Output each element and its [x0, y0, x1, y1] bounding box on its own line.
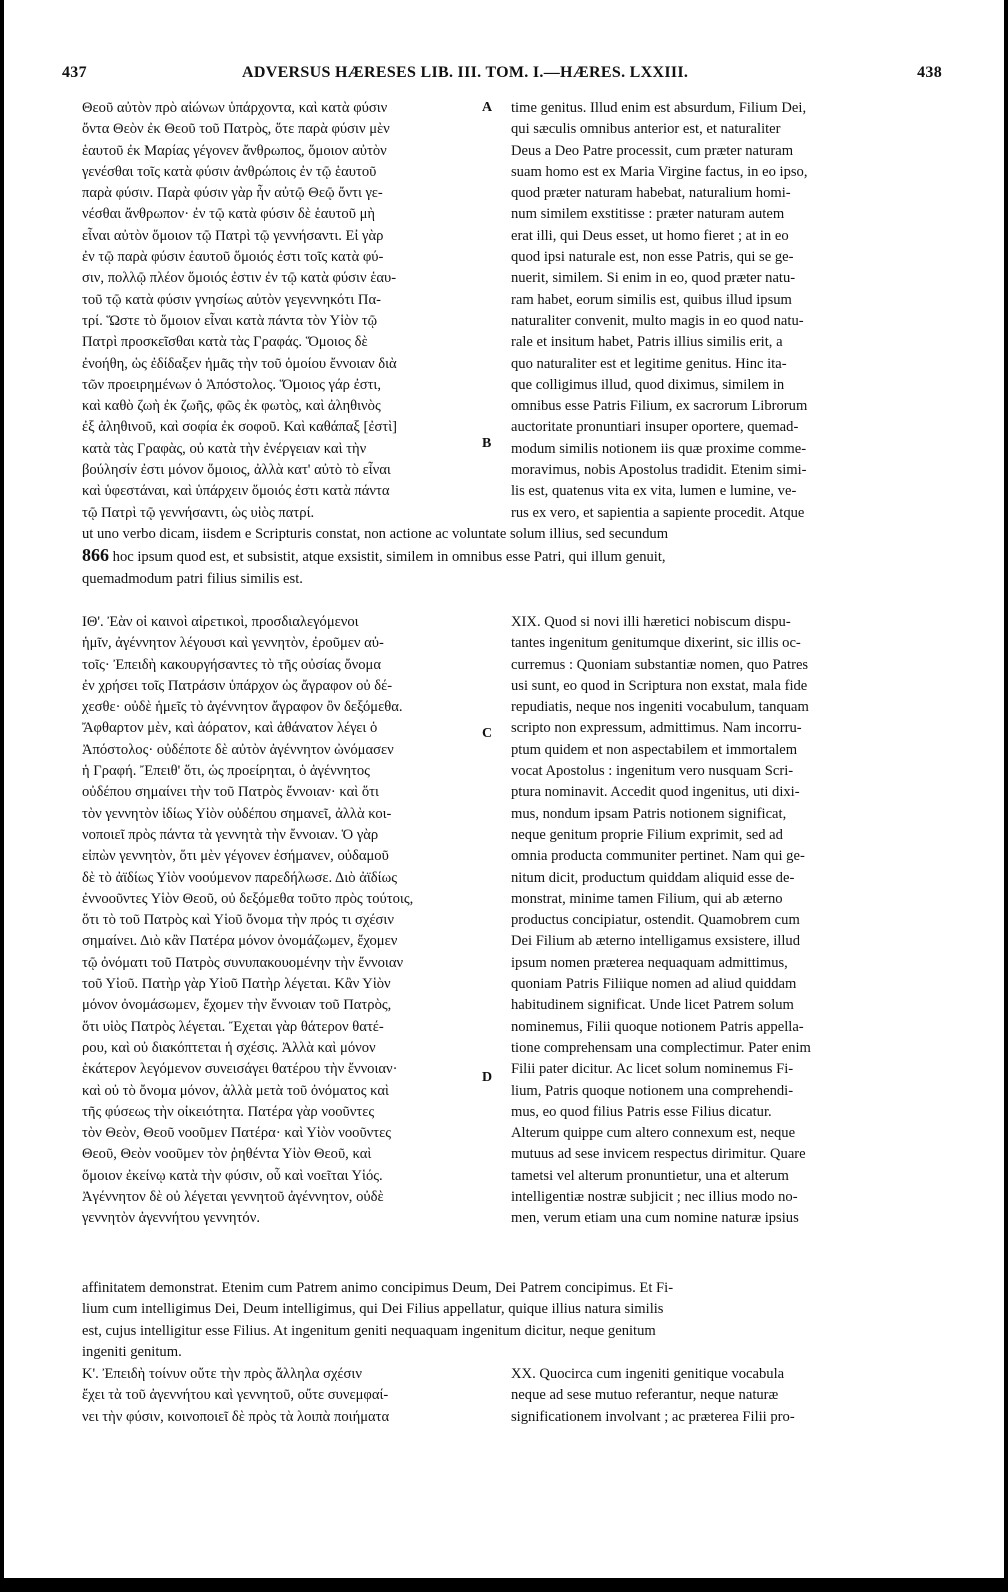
text-line: Θεοῦ, Θεὸν νοοῦμεν τὸν ῥηθέντα Υἱὸν Θεοῦ, καὶ	[82, 1146, 372, 1163]
text-line: ἑαυτοῦ ἐκ Μαρίας γέγονεν ἄνθρωπος, ὅμοιον αὐτὸν	[82, 142, 387, 159]
text-line: quo naturaliter est et legitime genitus. Hinc ita-	[511, 355, 787, 372]
latin-column-middle	[511, 612, 907, 1230]
running-title: ADVERSUS HÆRESES LIB. III. TOM. I.—HÆRES. LXXIII.	[242, 64, 689, 81]
text-line: usi sunt, eo quod in Scriptura non exstat, mala fide	[511, 677, 808, 694]
text-line: qui sæculis omnibus anterior est, et naturaliter	[511, 121, 781, 138]
text-line: τρί. Ὥστε τὸ ὅμοιον εἶναι κατὰ πάντα τὸν Υἱὸν τῷ	[82, 312, 378, 329]
text-line: ram habet, eorum similis est, quibus illud ipsum	[511, 291, 792, 308]
text-line: ipsum nomen præterea nequaquam admittimus,	[511, 954, 788, 971]
text-line: tametsi vel alterum pronuntietur, una et alterum	[511, 1167, 789, 1184]
text-line: ptura nominavit. Accedit quod ingenitus, uti dixi-	[511, 784, 800, 801]
text-line: ρου, καὶ οὐ διακόπτεται ἡ σχέσις. Ἀλλὰ καὶ μόνον	[82, 1039, 376, 1056]
running-header	[62, 64, 942, 86]
text-line: erat illi, qui Deus esset, ut homo fieret ; at in eo	[511, 227, 789, 244]
text-line: ἐννοοῦντες Υἱὸν Θεοῦ, οὐ δεξόμεθα τοῦτο πρὸς τούτοις,	[82, 890, 414, 907]
text-line: νέσθαι ἄνθρωπον· ἐν τῷ κατὰ φύσιν δὲ ἑαυτοῦ μὴ	[82, 206, 376, 223]
text-line: monstrat, minime tamen Filium, qui ab æterno	[511, 890, 783, 907]
bottom-scan-edge	[0, 1578, 1008, 1592]
text-line: significationem involvant ; ac præterea Filii pro-	[511, 1408, 795, 1425]
text-line: omnibus esse Patris Filium, ex sacrorum Librorum	[511, 398, 808, 415]
text-line: ΙΘ'. Ἐὰν οἱ καινοὶ αἱρετικοὶ, προσδιαλεγόμενοι	[82, 614, 359, 630]
text-line: τῷ ὀνόματι τοῦ Πατρὸς συνυπακουομένην τὴν ἔννοιαν	[82, 954, 404, 971]
text-line: τοῦ Υἱοῦ. Πατὴρ γὰρ Υἱοῦ Πατὴρ λέγεται. Κἂν Υἱὸν	[82, 976, 391, 993]
text-line: tantes ingenitum genitumque dixerint, sic illis oc-	[511, 635, 801, 652]
text-line: tione comprehensam una complectimur. Pater enim	[511, 1039, 811, 1056]
text-line: δὲ τὸ ἀϊδίως Υἱὸν νοούμενον παρεδήλωσε. Διὸ ἀϊδίως	[82, 869, 397, 886]
text-line: νοποιεῖ πρὸς πάντα τὰ γεννητὰ τὴν ἔννοιαν. Ὁ γὰρ	[82, 826, 379, 843]
text-line: ὅτι υἱὸς Πατρὸς λέγεται. Ἔχεται γὰρ θάτερον θατέ-	[82, 1018, 384, 1035]
text-line: ἔχει τὰ τοῦ ἀγεννήτου καὶ γεννητοῦ, οὔτε συνεμφαί-	[82, 1387, 389, 1404]
text-line: γενέσθαι τοῖς κατὰ φύσιν ἀνθρώποις ἐν τῷ ἑαυτοῦ	[82, 163, 377, 180]
text-line: quemadmodum patri filius similis est.	[82, 570, 303, 587]
text-line: εἶναι αὐτὸν ὅμοιον τῷ Πατρὶ τῷ γεννήσαντι. Εἰ γὰρ	[82, 227, 384, 244]
text-line: nitum dicit, productum quiddam aliquid esse de-	[511, 869, 795, 886]
text-line: καὶ καθὸ ζωὴ ἐκ ζωῆς, φῶς ἐκ φωτὸς, καὶ ἀληθινὸς	[82, 398, 381, 415]
greek-column-top	[82, 98, 478, 524]
margin-siglum-a: A	[482, 100, 493, 115]
text-line: τὸν γεννητὸν ἰδίως Υἱὸν οὐδέπου σημανεῖ, ἀλλὰ κοι-	[82, 805, 392, 822]
text-line: ingeniti genitum.	[82, 1343, 182, 1360]
text-line: lium cum intelligimus Dei, Deum intelligimus, qui Dei Filius appellatur, quique illius natura similis	[82, 1301, 664, 1318]
text-line: lis est, quatenus vita ex vita, lumen e lumine, ve-	[511, 483, 797, 500]
text-line: ἑκάτερον λεγόμενον συνεισάγει θατέρου τὴν ἔννοιαν·	[82, 1061, 398, 1078]
text-line: ἐν τῷ παρὰ φύσιν ἑαυτοῦ ὅμοιός ἐστι τοῖς κατὰ φύ-	[82, 249, 384, 266]
text-line: moravimus, nobis Apostolus tradidit. Etenim simi-	[511, 462, 807, 479]
text-line: nominemus, Filii quoque notionem Patris appella-	[511, 1018, 804, 1035]
text-line: ὅτι τὸ τοῦ Πατρὸς καὶ Υἱοῦ ὄνομα τὴν πρός τι σχέσιν	[82, 912, 394, 929]
text-line: auctoritate pronuntiari insuper oportere, quemad-	[511, 419, 799, 436]
text-line: Ἀπόστολος· οὐδέποτε δὲ αὐτὸν ἀγέννητον ὠνόμασεν	[82, 741, 394, 758]
text-line: σημαίνει. Διὸ κἂν Πατέρα μόνον ὀνομάζωμεν, ἔχομεν	[82, 933, 398, 950]
text-line: affinitatem demonstrat. Etenim cum Patrem animo concipimus Deum, Dei Patrem concipimus. Et Fi-	[82, 1280, 674, 1296]
text-line: βούλησίν ἐστι μόνον ὅμοιος, ἀλλὰ κατ' αὐτὸ τὸ εἶναι	[82, 462, 391, 479]
margin-siglum-d: D	[482, 1070, 493, 1085]
text-line: nuerit, similem. Si enim in eo, quod præter natu-	[511, 270, 796, 287]
text-line: μόνον ὀνομάσωμεν, ἔχομεν τὴν ἔννοιαν τοῦ Πατρὸς,	[82, 997, 392, 1014]
text-line: Alterum quippe cum altero connexum est, neque	[511, 1125, 796, 1142]
text-line: ut uno verbo dicam, iisdem e Scripturis constat, non actione ac voluntate solum illius, sed secundum	[82, 526, 669, 542]
greek-column-middle	[82, 612, 478, 1230]
page-number-left: 437	[62, 64, 87, 81]
page-number-right: 438	[917, 64, 942, 81]
margin-siglum-c: C	[482, 726, 493, 741]
text-line: ὅμοιον ἐκείνῳ κατὰ τὴν φύσιν, οὗ καὶ νοεῖται Υἱός.	[82, 1167, 383, 1184]
text-line: τῆς φύσεως τὴν οἰκειότητα. Πατέρα γὰρ νοοῦντες	[82, 1103, 375, 1120]
text-line: mus, eo quod filius Patris esse Filius dicatur.	[511, 1103, 772, 1120]
text-line: Ἀγέννητον δὲ οὐ λέγεται γεννητοῦ ἀγέννητον, οὐδὲ	[82, 1189, 384, 1206]
text-line: γεννητὸν ἀγεννήτου γεννητόν.	[82, 1210, 260, 1227]
text-line: repudiatis, neque nos ingeniti vocabulum, tanquam	[511, 699, 809, 716]
text-line: intelligentiæ nostræ subjicit ; nec illius modo no-	[511, 1189, 798, 1206]
text-line: time genitus. Illud enim est absurdum, Filium Dei,	[511, 100, 807, 116]
text-line-tail: hoc ipsum quod est, et subsistit, atque exsistit, similem in omnibus esse Patri, qui illum genuit,	[109, 549, 666, 566]
text-line: Deus a Deo Patre processit, cum præter naturam	[511, 142, 794, 159]
text-line: Dei Filium ab æterno intelligamus exsistere, illud	[511, 933, 800, 950]
text-line: neque genitum proprie Filium exprimit, sed ad	[511, 826, 783, 843]
text-line: naturaliter convenit, multo magis in eo quod natu-	[511, 312, 804, 329]
column-number-marker: 866	[82, 545, 109, 566]
text-line: τοῦ τῷ κατὰ φύσιν γνησίως αὐτὸν γεγεννηκότι Πα-	[82, 291, 381, 308]
text-line: habitudinem significat. Unde licet Patrem solum	[511, 997, 794, 1014]
text-line: ptum quidem et non aspectabilem et immortalem	[511, 741, 798, 758]
text-line: rus ex vero, et sapientia a sapiente procedit. Atque	[511, 504, 805, 521]
text-line: σιν, πολλῷ πλέον ὅμοιός ἐστιν ἐν τῷ κατὰ φύσιν ἑαυ-	[82, 270, 397, 287]
text-line: τοῖς· Ἐπειδὴ κακουργήσαντες τὸ τῆς οὐσίας ὄνομα	[82, 656, 381, 673]
latin-column-bottom	[511, 1364, 907, 1428]
text-line: Κ'. Ἐπειδὴ τοίνυν οὔτε τὴν πρὸς ἄλληλα σχέσιν	[82, 1366, 362, 1382]
text-line: Ἄφθαρτον μὲν, καὶ ἀόρατον, καὶ ἀθάνατον λέγει ὁ	[82, 720, 378, 737]
text-line: productus concipiatur, ostendit. Quamobrem cum	[511, 912, 800, 929]
text-line: est, cujus intelligitur esse Filius. At ingenitum geniti nequaquam ingenitum dicitur, neque genitum	[82, 1322, 656, 1339]
text-line: οὐδέπου σημαίνει τὴν τοῦ Πατρὸς ἔννοιαν· καὶ ὅτι	[82, 784, 379, 801]
text-line: ἡμῖν, ἀγέννητον λέγουσι καὶ γεννητὸν, ἐροῦμεν αὐ-	[82, 635, 384, 652]
text-line: modum similis notionem iis quæ proxime comme-	[511, 440, 807, 457]
text-line: quoniam Patris Filiique nomen ad aliud quiddam	[511, 976, 797, 993]
text-line: τῷ Πατρὶ τῷ γεννήσαντι, ὡς υἱὸς πατρί.	[82, 504, 315, 521]
text-line: ὄντα Θεὸν ἐκ Θεοῦ τοῦ Πατρὸς, ὅτε παρὰ φύσιν μὲν	[82, 121, 390, 138]
text-line: ἐνοήθη, ὡς ἐδίδαξεν ἡμᾶς τὴν τοῦ ὁμοίου ἔννοιαν διὰ	[82, 355, 397, 372]
text-line: τὸν Θεὸν, Θεοῦ νοοῦμεν Πατέρα· καὶ Υἱὸν νοοῦντες	[82, 1125, 392, 1142]
text-line: quod ipsi naturale est, non esse Patris, qui se ge-	[511, 249, 794, 266]
text-line: καὶ ὑφεστάναι, καὶ ὑπάρχειν ὅμοιός ἐστι κατὰ πάντα	[82, 483, 390, 500]
text-line: νει τὴν φύσιν, κοινοποιεῖ δὲ πρὸς τὰ λοιπὰ ποιήματα	[82, 1408, 390, 1425]
text-line: quod præter naturam habebat, naturalium homi-	[511, 185, 791, 202]
text-line: XX. Quocirca cum ingeniti genitique vocabula	[511, 1366, 785, 1382]
text-line: rale et insitum habet, Patris illius similis erit, a	[511, 334, 783, 351]
latin-column-top	[511, 98, 907, 524]
text-line	[82, 545, 908, 568]
text-line: num similem exstitisse : præter naturam autem	[511, 206, 785, 223]
text-line: scripto non expressum, admittimus. Nam incorru-	[511, 720, 802, 737]
text-line: omnia producta communiter pertinet. Nam qui ge-	[511, 848, 805, 865]
text-line: ἐν χρήσει τοῖς Πατράσιν ὑπάρχον ὡς ἄγραφον οὐ δέ-	[82, 677, 393, 694]
text-line: mus, nondum ipsam Patris notionem significat,	[511, 805, 787, 822]
text-line: que colligimus illud, quod diximus, similem in	[511, 376, 785, 393]
full-width-latin-1	[82, 524, 908, 590]
text-line: καὶ οὐ τὸ ὄνομα μόνον, ἀλλὰ μετὰ τοῦ ὀνόματος καὶ	[82, 1082, 389, 1099]
margin-siglum-b: B	[482, 436, 492, 451]
text-line: Filii pater dicitur. Ac licet solum nominemus Fi-	[511, 1061, 794, 1078]
text-line: mutuus ad sese invicem respectus dirimitur. Quare	[511, 1146, 806, 1163]
text-line: εἰπὼν γεννητὸν, ὅτι μὲν γέγονεν ἐσήμανεν, οὐδαμοῦ	[82, 848, 389, 865]
text-line: κατὰ τὰς Γραφὰς, οὐ κατὰ τὴν ἐνέργειαν καὶ τὴν	[82, 440, 367, 457]
text-line: Πατρὶ προσκεῖσθαι κατὰ τὰς Γραφάς. Ὅμοιος δὲ	[82, 334, 368, 351]
text-line: χεσθε· οὐδὲ ἡμεῖς τὸ ἀγέννητον ἄγραφον ὂν δεξόμεθα.	[82, 699, 403, 716]
text-line: curremus : Quoniam substantiæ nomen, quo Patres	[511, 656, 809, 673]
text-line: ἐξ ἀληθινοῦ, καὶ σοφία ἐκ σοφοῦ. Καὶ καθάπαξ [ἐστὶ]	[82, 419, 398, 436]
text-line: τῶν προειρημένων ὁ Ἀπόστολος. Ὅμοιος γάρ ἐστι,	[82, 376, 382, 393]
text-line: suam homo est ex Maria Virgine factus, in eo ipso,	[511, 163, 808, 180]
text-line: ἡ Γραφή. Ἔπειθ' ὅτι, ὡς προείρηται, ὁ ἀγέννητος	[82, 763, 370, 780]
text-line: neque ad sese mutuo referantur, neque naturæ	[511, 1387, 779, 1404]
text-line: men, verum etiam una cum nomine naturæ ipsius	[511, 1210, 799, 1227]
greek-column-bottom	[82, 1364, 478, 1428]
text-line: Θεοῦ αὐτὸν πρὸ αἰώνων ὑπάρχοντα, καὶ κατὰ φύσιν	[82, 100, 388, 116]
text-line: XIX. Quod si novi illi hæretici nobiscum dispu-	[511, 614, 791, 630]
text-line: lium, Patris quoque notionem una comprehendi-	[511, 1082, 794, 1099]
full-width-latin-2	[82, 1278, 908, 1363]
text-line: vocat Apostolus : ingenitum vero nusquam Scri-	[511, 763, 794, 780]
text-line: παρὰ φύσιν. Παρὰ φύσιν γὰρ ἦν αὐτῷ Θεῷ ὄντι γε-	[82, 185, 383, 202]
